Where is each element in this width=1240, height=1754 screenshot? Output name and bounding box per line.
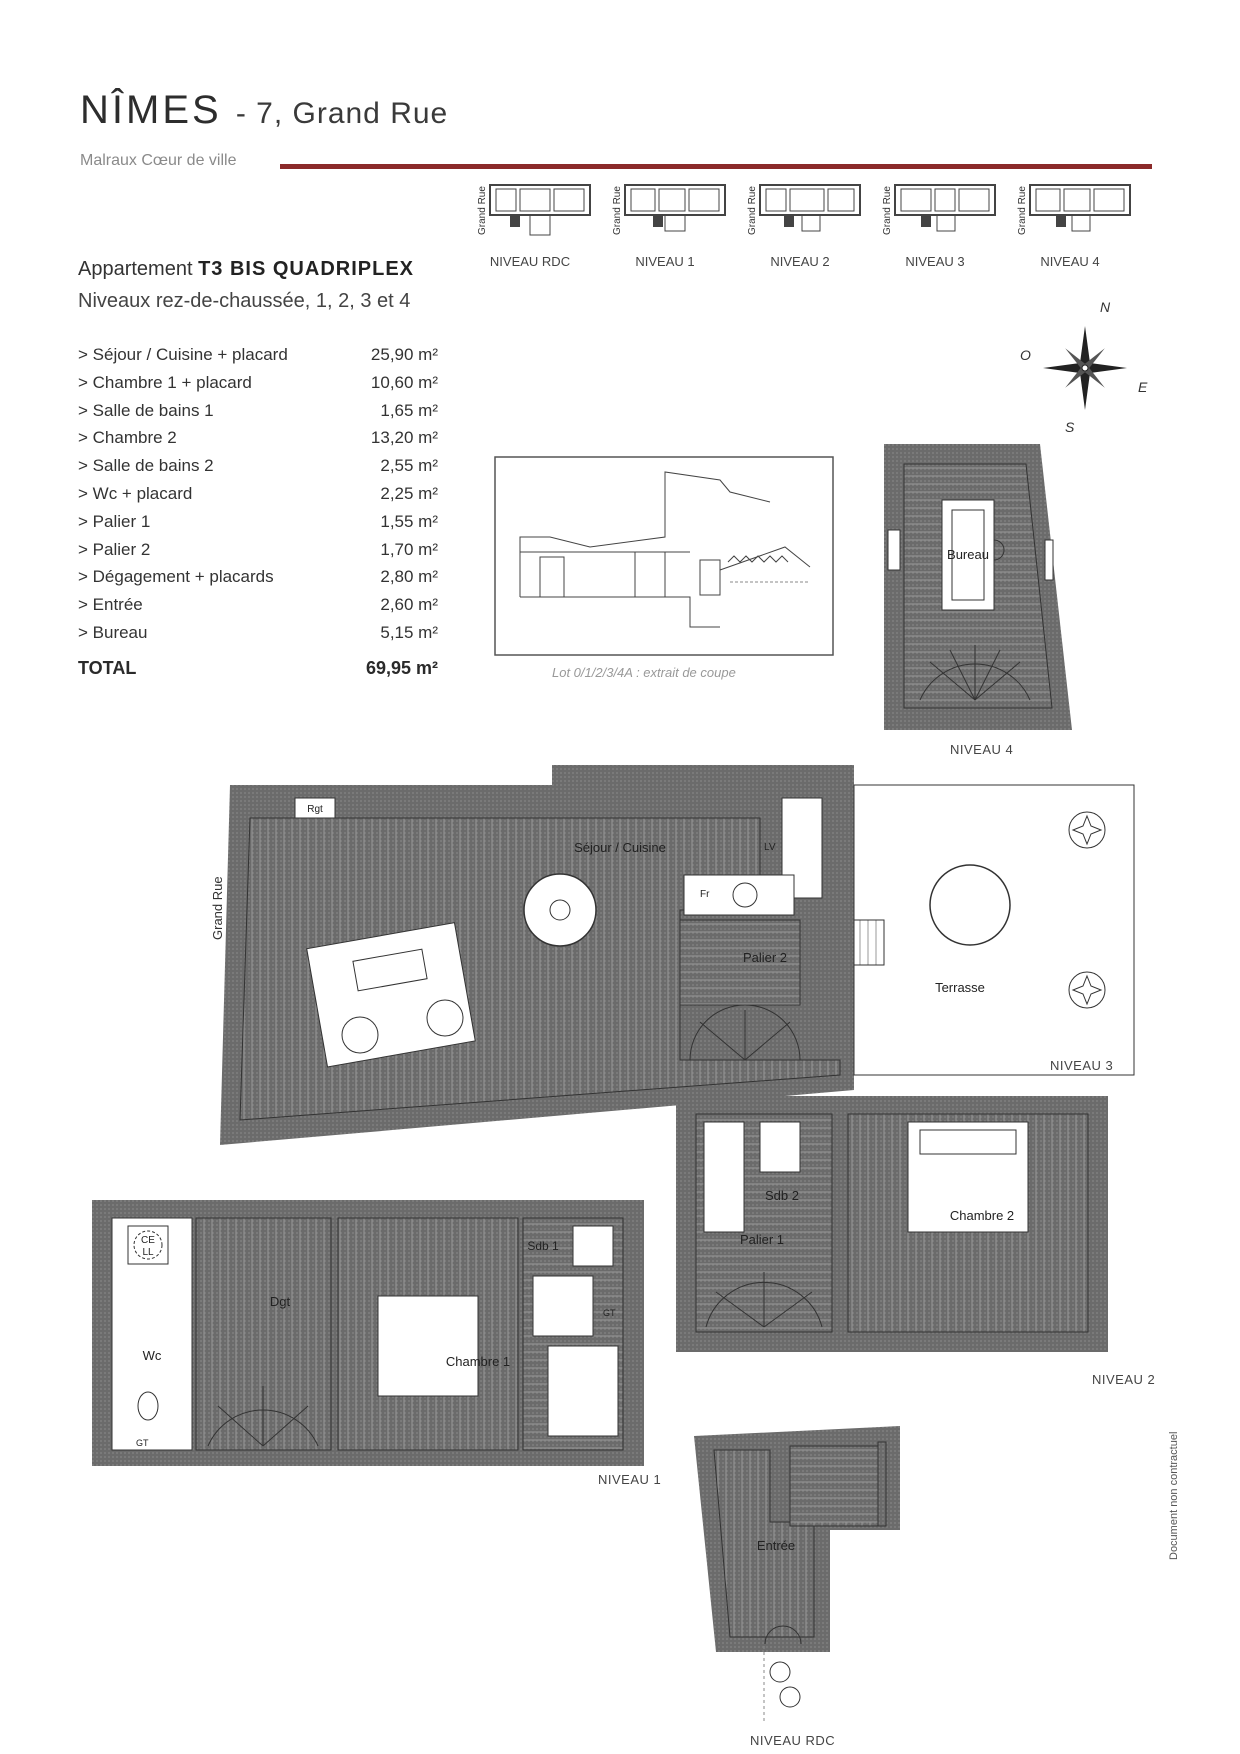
disclaimer: Document non contractuel — [1168, 1431, 1180, 1560]
room-area: 10,60 m² — [370, 372, 438, 392]
plan-label-niveau-2: NIVEAU 2 — [1092, 1372, 1156, 1387]
room-row — [78, 456, 438, 484]
room-wc: Wc — [142, 1348, 162, 1363]
compass-n: N — [1100, 300, 1111, 315]
room-row — [78, 595, 438, 623]
thumbnail-street: Grand Rue — [1017, 186, 1028, 235]
room-palier-2: Palier 2 — [742, 950, 788, 965]
plan-niveau-rdc — [690, 1422, 910, 1732]
apartment-type — [78, 258, 414, 281]
room-dgt: Dgt — [269, 1294, 291, 1309]
room-label: > Salle de bains 2 — [78, 456, 214, 476]
room-area: 1,70 m² — [380, 539, 438, 559]
street-address: - 7, Grand Rue — [235, 97, 449, 130]
label-ll: LL — [142, 1247, 154, 1258]
room-label: > Chambre 2 — [78, 428, 177, 448]
thumbnail-niveau1 — [612, 185, 725, 269]
thumbnail-label: NIVEAU 2 — [770, 254, 830, 269]
room-area: 1,65 m² — [380, 400, 438, 420]
room-area: 2,55 m² — [380, 456, 438, 476]
thumbnail-street: Grand Rue — [477, 186, 488, 235]
room-label: > Entrée — [78, 595, 143, 615]
room-row — [78, 567, 438, 595]
apartment-type-code: T3 BIS QUADRIPLEX — [198, 258, 414, 280]
city-name: NÎMES — [80, 88, 222, 132]
thumbnail-street: Grand Rue — [882, 186, 893, 235]
room-label: > Palier 2 — [78, 539, 151, 559]
label-gt-sdb: GT — [603, 1308, 616, 1318]
total-area: 69,95 m² — [365, 658, 438, 678]
plan-niveau-4 — [880, 440, 1080, 740]
room-fr: Fr — [700, 889, 710, 900]
room-area: 2,25 m² — [380, 483, 438, 503]
thumbnail-street: Grand Rue — [747, 186, 758, 235]
label-ce: CE — [141, 1235, 155, 1246]
compass-o: O — [1020, 347, 1031, 363]
thumbnail-label: NIVEAU 3 — [905, 254, 965, 269]
room-row — [78, 428, 438, 456]
room-chambre-2: Chambre 2 — [949, 1208, 1015, 1223]
header-divider — [280, 164, 1152, 169]
room-area: 13,20 m² — [370, 428, 438, 448]
room-row — [78, 373, 438, 401]
room-rgt: Rgt — [307, 804, 323, 815]
room-row — [78, 401, 438, 429]
room-entree: Entrée — [756, 1538, 796, 1553]
room-area: 5,15 m² — [380, 622, 438, 642]
room-label: > Bureau — [78, 622, 148, 642]
room-row — [78, 540, 438, 568]
apartment-type-prefix: Appartement — [78, 258, 193, 280]
thumbnail-niveau2 — [747, 185, 860, 269]
page-title — [80, 88, 448, 133]
thumbnail-label: NIVEAU RDC — [489, 254, 571, 269]
room-chambre-1: Chambre 1 — [445, 1354, 511, 1369]
room-label: > Salle de bains 1 — [78, 400, 214, 420]
plan-label-niveau-3: NIVEAU 3 — [1050, 1058, 1114, 1073]
thumbnail-niveau4 — [1017, 185, 1130, 269]
room-terrasse: Terrasse — [935, 980, 985, 995]
room-area: 1,55 m² — [380, 511, 438, 531]
level-thumbnails — [460, 175, 1150, 275]
plan-label-niveau-1: NIVEAU 1 — [598, 1472, 662, 1487]
room-row — [78, 345, 438, 373]
compass-s: S — [1065, 419, 1075, 435]
apartment-levels: Niveaux rez-de-chaussée, 1, 2, 3 et 4 — [78, 290, 411, 312]
street-label: Grand Rue — [210, 876, 225, 940]
plan-label-rdc: NIVEAU RDC — [750, 1733, 836, 1748]
room-sdb-2: Sdb 2 — [765, 1188, 799, 1203]
room-bureau: Bureau — [947, 547, 989, 562]
compass-e: E — [1138, 379, 1148, 395]
program-name: Malraux Cœur de ville — [80, 152, 237, 169]
room-label: > Wc + placard — [78, 483, 193, 503]
room-row — [78, 512, 438, 540]
room-row — [78, 484, 438, 512]
plan-label-niveau-4: NIVEAU 4 — [950, 742, 1014, 757]
compass-rose-icon — [1010, 300, 1160, 440]
label-gt-wc: GT — [136, 1438, 149, 1448]
thumbnail-street: Grand Rue — [612, 186, 623, 235]
total-label: TOTAL — [78, 658, 137, 678]
section-drawing — [490, 452, 840, 662]
plan-niveau-2 — [672, 1092, 1112, 1357]
total-row — [78, 658, 438, 679]
room-palier-1: Palier 1 — [739, 1232, 785, 1247]
thumbnail-niveau3 — [882, 185, 995, 269]
room-label: > Dégagement + placards — [78, 567, 274, 587]
room-label: > Séjour / Cuisine + placard — [78, 345, 288, 364]
plan-niveau-1 — [88, 1196, 648, 1471]
room-area-list — [78, 345, 438, 651]
room-label: > Chambre 1 + placard — [78, 372, 252, 392]
room-row — [78, 623, 438, 651]
room-area: 25,90 m² — [370, 345, 438, 364]
room-label: > Palier 1 — [78, 511, 151, 531]
thumbnail-label: NIVEAU 1 — [635, 254, 695, 269]
thumbnail-rdc — [477, 185, 590, 269]
thumbnail-label: NIVEAU 4 — [1040, 254, 1100, 269]
room-area: 2,80 m² — [380, 567, 438, 587]
room-area: 2,60 m² — [380, 595, 438, 615]
room-lv: LV — [764, 842, 776, 853]
section-caption: Lot 0/1/2/3/4A : extrait de coupe — [552, 665, 736, 680]
room-sejour-cuisine: Séjour / Cuisine — [574, 840, 666, 855]
room-sdb-1: Sdb 1 — [527, 1239, 559, 1253]
